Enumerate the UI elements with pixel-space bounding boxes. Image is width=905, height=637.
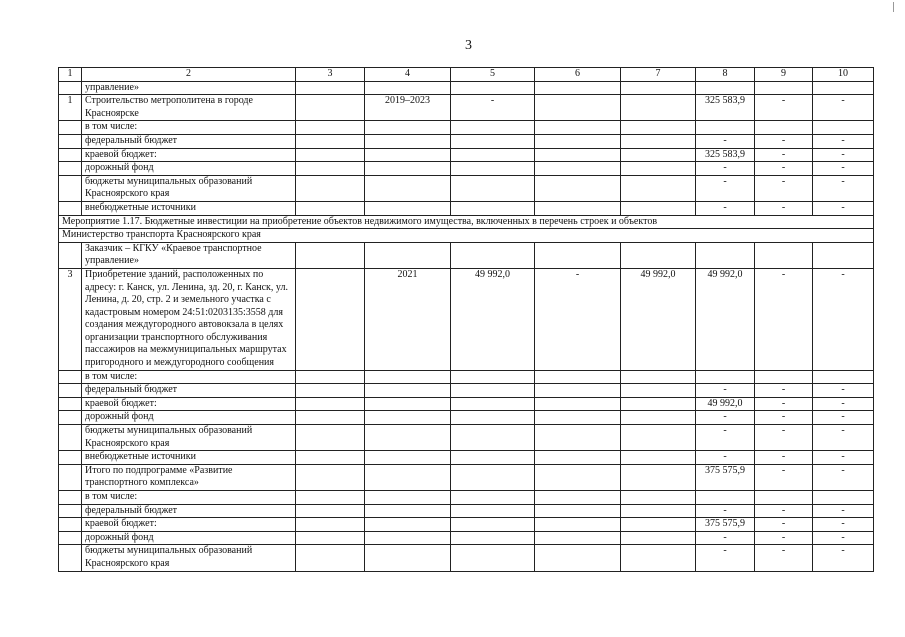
row-number (59, 504, 82, 518)
row-number: 3 (59, 268, 82, 370)
amount: 49 992,0 (696, 397, 755, 411)
period: 2021 (365, 268, 451, 370)
table-row (59, 384, 874, 398)
table-row (59, 95, 874, 121)
row-number (59, 491, 82, 505)
row-number (59, 201, 82, 215)
row-number: 1 (59, 95, 82, 121)
cell-col-6 (535, 370, 621, 384)
row-number (59, 545, 82, 571)
row-number (59, 397, 82, 411)
section-title: Министерство транспорта Красноярского края (59, 229, 874, 243)
cell-col-6 (535, 384, 621, 398)
cell-col-6 (535, 175, 621, 201)
period (365, 518, 451, 532)
cell-col-3 (296, 242, 365, 268)
item-name: Строительство метрополитена в городе Красноярске (82, 95, 296, 121)
header-cell-9: 9 (755, 68, 813, 82)
period: 2019–2023 (365, 95, 451, 121)
item-name: краевой бюджет: (82, 148, 296, 162)
header-cell-3: 3 (296, 68, 365, 82)
item-name: бюджеты муниципальных образований Красноярского края (82, 425, 296, 451)
cell-col-6 (535, 201, 621, 215)
item-name: в том числе: (82, 121, 296, 135)
amount (696, 370, 755, 384)
header-cell-4: 4 (365, 68, 451, 82)
cell-col-3 (296, 370, 365, 384)
amount: 375 575,9 (696, 464, 755, 490)
table-row (59, 545, 874, 571)
cell-col-5 (451, 425, 535, 451)
cell-col-7 (621, 175, 696, 201)
item-name: бюджеты муниципальных образований Красноярского края (82, 175, 296, 201)
cell-col-5 (451, 397, 535, 411)
cell-col-5: 49 992,0 (451, 268, 535, 370)
item-name: внебюджетные источники (82, 451, 296, 465)
cell-col-6 (535, 95, 621, 121)
period (365, 162, 451, 176)
cell-col-5 (451, 464, 535, 490)
period (365, 242, 451, 268)
cell-col-9: - (755, 95, 813, 121)
period (365, 545, 451, 571)
cell-col-10 (813, 491, 874, 505)
cell-col-10: - (813, 201, 874, 215)
cell-col-9: - (755, 148, 813, 162)
amount: - (696, 134, 755, 148)
amount: - (696, 545, 755, 571)
header-cell-7: 7 (621, 68, 696, 82)
amount (696, 121, 755, 135)
amount: - (696, 531, 755, 545)
table-row (59, 397, 874, 411)
cell-col-9: - (755, 425, 813, 451)
cell-col-10: - (813, 162, 874, 176)
cell-col-3 (296, 121, 365, 135)
cell-col-10 (813, 370, 874, 384)
table-body (59, 81, 874, 571)
table-header (59, 68, 874, 82)
cell-col-6 (535, 504, 621, 518)
cell-col-5: - (451, 95, 535, 121)
table-row (59, 518, 874, 532)
table-row (59, 201, 874, 215)
cell-col-9: - (755, 384, 813, 398)
item-name: в том числе: (82, 491, 296, 505)
header-cell-10: 10 (813, 68, 874, 82)
cell-col-5 (451, 148, 535, 162)
row-number (59, 370, 82, 384)
cell-col-10: - (813, 451, 874, 465)
row-number (59, 81, 82, 95)
cell-col-9: - (755, 518, 813, 532)
row-number (59, 425, 82, 451)
cell-col-7 (621, 411, 696, 425)
table-row (59, 134, 874, 148)
item-name: дорожный фонд (82, 162, 296, 176)
table-row (59, 451, 874, 465)
cell-col-5 (451, 531, 535, 545)
cell-col-7: 49 992,0 (621, 268, 696, 370)
cell-col-10: - (813, 425, 874, 451)
table-row (59, 464, 874, 490)
cell-col-10: - (813, 384, 874, 398)
cell-col-3 (296, 134, 365, 148)
row-number (59, 148, 82, 162)
cell-col-3 (296, 148, 365, 162)
item-name: дорожный фонд (82, 531, 296, 545)
cell-col-5 (451, 518, 535, 532)
cell-col-7 (621, 531, 696, 545)
amount: - (696, 451, 755, 465)
cell-col-5 (451, 491, 535, 505)
row-number (59, 162, 82, 176)
row-number (59, 242, 82, 268)
cell-col-6 (535, 491, 621, 505)
amount: 49 992,0 (696, 268, 755, 370)
item-name: Итого по подпрограмме «Развитие транспортного комплекса» (82, 464, 296, 490)
row-number (59, 175, 82, 201)
section-title: Мероприятие 1.17. Бюджетные инвестиции на приобретение объектов недвижимого имущества, включенных в перечень строек и объектов (59, 215, 874, 229)
cell-col-7 (621, 162, 696, 176)
cell-col-9: - (755, 201, 813, 215)
cell-col-6 (535, 81, 621, 95)
cell-col-7 (621, 464, 696, 490)
cell-col-7 (621, 95, 696, 121)
row-number (59, 518, 82, 532)
item-name: краевой бюджет: (82, 397, 296, 411)
cell-col-10: - (813, 134, 874, 148)
cell-col-9: - (755, 504, 813, 518)
cell-col-6 (535, 242, 621, 268)
header-cell-5: 5 (451, 68, 535, 82)
cell-col-7 (621, 397, 696, 411)
cell-col-6 (535, 411, 621, 425)
amount: 325 583,9 (696, 95, 755, 121)
cell-col-5 (451, 81, 535, 95)
cell-col-3 (296, 81, 365, 95)
period (365, 425, 451, 451)
item-name: федеральный бюджет (82, 134, 296, 148)
amount: 375 575,9 (696, 518, 755, 532)
cell-col-6 (535, 518, 621, 532)
item-name: Приобретение зданий, расположенных по адресу: г. Канск, ул. Ленина, зд. 20, г. Канск, ул. Ленина, д. 20, стр. 2 и земельного участка с кадастровым номером 24:51:0203135:3558 для создания междугородного автовокзала в целях организации транспортного обслуживания пассажиров на межмуниципальных маршрутах пригородного и междугородного сообщения (82, 268, 296, 370)
cell-col-7 (621, 518, 696, 532)
amount (696, 242, 755, 268)
amount: - (696, 384, 755, 398)
cell-col-9: - (755, 545, 813, 571)
cell-col-3 (296, 175, 365, 201)
header-cell-2: 2 (82, 68, 296, 82)
cell-col-3 (296, 451, 365, 465)
table-row (59, 425, 874, 451)
cell-col-9: - (755, 134, 813, 148)
item-name: бюджеты муниципальных образований Красноярского края (82, 545, 296, 571)
period (365, 397, 451, 411)
table-row (59, 268, 874, 370)
amount: 325 583,9 (696, 148, 755, 162)
header-cell-1: 1 (59, 68, 82, 82)
cell-col-5 (451, 162, 535, 176)
cell-col-7 (621, 504, 696, 518)
cell-col-10: - (813, 268, 874, 370)
cell-col-6 (535, 134, 621, 148)
cell-col-10: - (813, 148, 874, 162)
cell-col-9: - (755, 411, 813, 425)
cell-col-3 (296, 464, 365, 490)
cell-col-5 (451, 121, 535, 135)
cell-col-10: - (813, 411, 874, 425)
amount: - (696, 201, 755, 215)
cell-col-9: - (755, 531, 813, 545)
header-cell-6: 6 (535, 68, 621, 82)
cell-col-6 (535, 451, 621, 465)
row-number (59, 384, 82, 398)
cell-col-9 (755, 242, 813, 268)
cell-col-10: - (813, 531, 874, 545)
item-name: федеральный бюджет (82, 504, 296, 518)
cell-col-9: - (755, 268, 813, 370)
cell-col-10: - (813, 545, 874, 571)
cell-col-7 (621, 148, 696, 162)
cell-col-5 (451, 370, 535, 384)
item-name: внебюджетные источники (82, 201, 296, 215)
cell-col-5 (451, 545, 535, 571)
amount: - (696, 411, 755, 425)
cell-col-3 (296, 518, 365, 532)
scan-mark (893, 2, 894, 12)
period (365, 491, 451, 505)
cell-col-10: - (813, 504, 874, 518)
cell-col-6 (535, 162, 621, 176)
item-name: управление» (82, 81, 296, 95)
table-row (59, 148, 874, 162)
period (365, 134, 451, 148)
cell-col-7 (621, 121, 696, 135)
amount (696, 491, 755, 505)
cell-col-3 (296, 491, 365, 505)
table-row (59, 81, 874, 95)
cell-col-3 (296, 531, 365, 545)
header-row (59, 68, 874, 82)
table-row (59, 162, 874, 176)
cell-col-6 (535, 531, 621, 545)
amount: - (696, 425, 755, 451)
budget-table (58, 67, 874, 572)
period (365, 121, 451, 135)
cell-col-9: - (755, 451, 813, 465)
table-row (59, 370, 874, 384)
cell-col-9 (755, 81, 813, 95)
cell-col-9: - (755, 175, 813, 201)
item-name: Заказчик – КГКУ «Краевое транспортное управление» (82, 242, 296, 268)
cell-col-3 (296, 504, 365, 518)
cell-col-6 (535, 464, 621, 490)
cell-col-6 (535, 425, 621, 451)
cell-col-7 (621, 545, 696, 571)
cell-col-10 (813, 81, 874, 95)
row-number (59, 411, 82, 425)
cell-col-6 (535, 121, 621, 135)
cell-col-7 (621, 81, 696, 95)
cell-col-5 (451, 451, 535, 465)
amount: - (696, 162, 755, 176)
cell-col-5 (451, 175, 535, 201)
cell-col-9 (755, 491, 813, 505)
cell-col-10 (813, 242, 874, 268)
cell-col-3 (296, 545, 365, 571)
amount: - (696, 504, 755, 518)
cell-col-7 (621, 242, 696, 268)
table-row (59, 531, 874, 545)
cell-col-3 (296, 384, 365, 398)
item-name: федеральный бюджет (82, 384, 296, 398)
cell-col-9: - (755, 464, 813, 490)
cell-col-5 (451, 201, 535, 215)
row-number (59, 134, 82, 148)
cell-col-3 (296, 95, 365, 121)
row-number (59, 464, 82, 490)
cell-col-5 (451, 504, 535, 518)
cell-col-7 (621, 370, 696, 384)
period (365, 201, 451, 215)
cell-col-7 (621, 425, 696, 451)
cell-col-10: - (813, 518, 874, 532)
cell-col-10: - (813, 397, 874, 411)
row-number (59, 451, 82, 465)
cell-col-10 (813, 121, 874, 135)
cell-col-10: - (813, 464, 874, 490)
cell-col-10: - (813, 95, 874, 121)
period (365, 370, 451, 384)
table-row (59, 175, 874, 201)
period (365, 464, 451, 490)
period (365, 504, 451, 518)
cell-col-3 (296, 268, 365, 370)
cell-col-7 (621, 491, 696, 505)
cell-col-6 (535, 545, 621, 571)
cell-col-5 (451, 384, 535, 398)
cell-col-9 (755, 121, 813, 135)
page-number: 3 (465, 38, 472, 53)
table-row (59, 411, 874, 425)
period (365, 384, 451, 398)
cell-col-3 (296, 397, 365, 411)
cell-col-3 (296, 411, 365, 425)
period (365, 451, 451, 465)
cell-col-5 (451, 242, 535, 268)
cell-col-5 (451, 411, 535, 425)
period (365, 81, 451, 95)
cell-col-7 (621, 201, 696, 215)
cell-col-7 (621, 451, 696, 465)
cell-col-6 (535, 397, 621, 411)
period (365, 411, 451, 425)
cell-col-3 (296, 425, 365, 451)
period (365, 148, 451, 162)
cell-col-9 (755, 370, 813, 384)
row-number (59, 121, 82, 135)
cell-col-6 (535, 148, 621, 162)
cell-col-9: - (755, 162, 813, 176)
cell-col-5 (451, 134, 535, 148)
period (365, 175, 451, 201)
header-cell-8: 8 (696, 68, 755, 82)
cell-col-7 (621, 384, 696, 398)
row-number (59, 531, 82, 545)
cell-col-7 (621, 134, 696, 148)
cell-col-6: - (535, 268, 621, 370)
table-row (59, 491, 874, 505)
table-row (59, 504, 874, 518)
table-row (59, 229, 874, 243)
item-name: в том числе: (82, 370, 296, 384)
table-row (59, 215, 874, 229)
cell-col-9: - (755, 397, 813, 411)
cell-col-10: - (813, 175, 874, 201)
cell-col-3 (296, 201, 365, 215)
amount (696, 81, 755, 95)
amount: - (696, 175, 755, 201)
cell-col-3 (296, 162, 365, 176)
table-row (59, 242, 874, 268)
item-name: дорожный фонд (82, 411, 296, 425)
period (365, 531, 451, 545)
table-row (59, 121, 874, 135)
item-name: краевой бюджет: (82, 518, 296, 532)
